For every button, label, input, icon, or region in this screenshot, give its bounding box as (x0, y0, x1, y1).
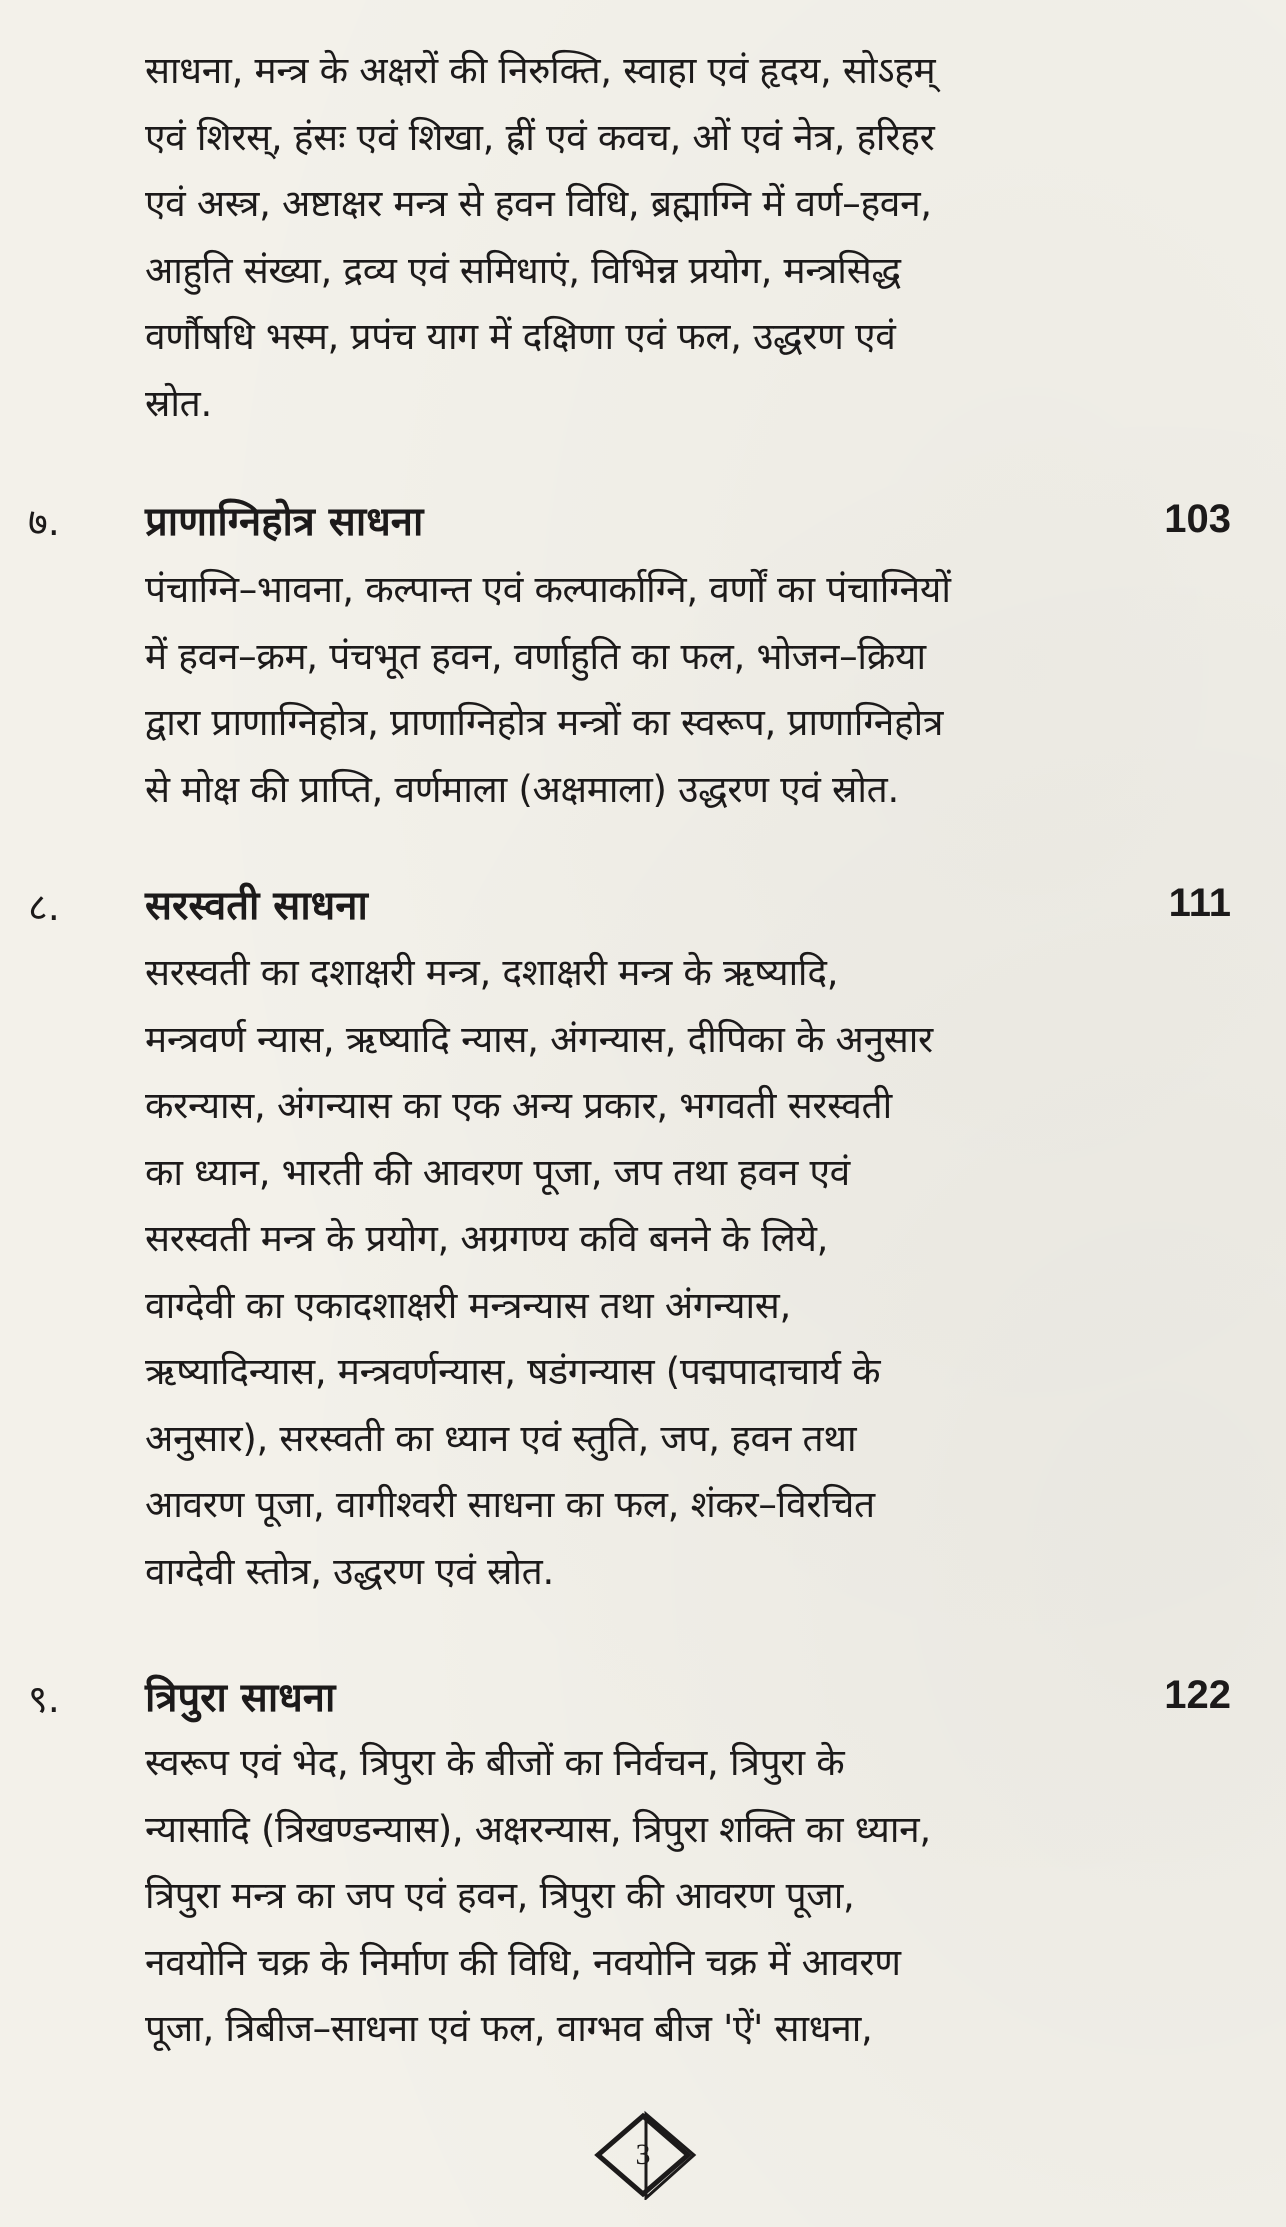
chapter-description (145, 557, 1025, 823)
text-line: नवयोनि चक्र के निर्माण की विधि, नवयोनि चक्र में आवरण (145, 1940, 901, 1984)
text-line: से मोक्ष की प्राप्ति, वर्णमाला (अक्षमाला) उद्धरण एवं स्रोत. (145, 767, 899, 811)
text-line: सरस्वती का दशाक्षरी मन्त्र, दशाक्षरी मन्त्र के ऋष्यादि, (145, 951, 839, 994)
text-line: करन्यास, अंगन्यास का एक अन्य प्रकार, भगवती सरस्वती (145, 1084, 892, 1127)
chapter-number: ९. (28, 1677, 60, 1721)
text-line: साधना, मन्त्र के अक्षरों की निरुक्ति, स्वाहा एवं हृदय, सोऽहम् (145, 49, 936, 92)
page-number-badge (588, 2110, 698, 2200)
text-line: पंचाग्नि–भावना, कल्पान्त एवं कल्पार्काग्नि, वर्णों का पंचाग्नियों (145, 568, 951, 611)
text-line: वाग्देवी स्तोत्र, उद्धरण एवं स्रोत. (145, 1549, 554, 1593)
chapter-page-number: 103 (1164, 497, 1231, 541)
chapter-title: प्राणाग्निहोत्र साधना (145, 499, 424, 545)
page-number: 3 (635, 2138, 651, 2171)
text-line: आहुति संख्या, द्रव्य एवं समिधाएं, विभिन्न प्रयोग, मन्त्रसिद्ध (145, 248, 901, 292)
chapter-page-number: 122 (1164, 1673, 1231, 1717)
chapter-description (145, 940, 1025, 1605)
text-line: का ध्यान, भारती की आवरण पूजा, जप तथा हवन एवं (145, 1150, 850, 1194)
chapter-title: सरस्वती साधना (145, 883, 368, 929)
text-line: ऋष्यादिन्यास, मन्त्रवर्णन्यास, षडंगन्यास (पद्मपादाचार्य के (145, 1350, 881, 1393)
text-line: एवं शिरस्, हंसः एवं शिखा, ह्रीं एवं कवच, ओं एवं नेत्र, हरिहर (145, 115, 935, 159)
text-line: एवं अस्त्र, अष्टाक्षर मन्त्र से हवन विधि, ब्रह्माग्नि में वर्ण–हवन, (145, 182, 932, 225)
text-line: मन्त्रवर्ण न्यास, ऋष्यादि न्यास, अंगन्यास, दीपिका के अनुसार (145, 1017, 933, 1061)
text-line: द्वारा प्राणाग्निहोत्र, प्राणाग्निहोत्र मन्त्रों का स्वरूप, प्राणाग्निहोत्र (145, 701, 944, 744)
intro-paragraph (145, 38, 1025, 437)
chapter-number: ७. (28, 500, 60, 544)
text-line: अनुसार), सरस्वती का ध्यान एवं स्तुति, जप, हवन तथा (145, 1416, 857, 1460)
text-line: न्यासादि (त्रिखण्डन्यास), अक्षरन्यास, त्रिपुरा शक्ति का ध्यान, (145, 1807, 931, 1851)
chapter-page-number: 111 (1168, 881, 1231, 925)
text-line: स्रोत. (145, 381, 212, 425)
text-line: आवरण पूजा, वागीश्वरी साधना का फल, शंकर–विरचित (145, 1483, 875, 1526)
chapter-title: त्रिपुरा साधना (145, 1675, 336, 1721)
text-line: पूजा, त्रिबीज–साधना एवं फल, वाग्भव बीज 'ऐं' साधना, (145, 2007, 873, 2050)
chapter-number: ८. (28, 885, 60, 929)
text-line: स्वरूप एवं भेद, त्रिपुरा के बीजों का निर्वचन, त्रिपुरा के (145, 1741, 845, 1784)
chapter-description (145, 1730, 1025, 2063)
text-line: सरस्वती मन्त्र के प्रयोग, अग्रगण्य कवि बनने के लिये, (145, 1217, 829, 1260)
text-line: में हवन–क्रम, पंचभूत हवन, वर्णाहुति का फल, भोजन–क्रिया (145, 634, 926, 678)
text-line: वर्णौषधि भस्म, प्रपंच याग में दक्षिणा एवं फल, उद्धरण एवं (145, 315, 896, 358)
text-line: त्रिपुरा मन्त्र का जप एवं हवन, त्रिपुरा की आवरण पूजा, (145, 1874, 855, 1917)
text-line: वाग्देवी का एकादशाक्षरी मन्त्रन्यास तथा अंगन्यास, (145, 1283, 791, 1327)
